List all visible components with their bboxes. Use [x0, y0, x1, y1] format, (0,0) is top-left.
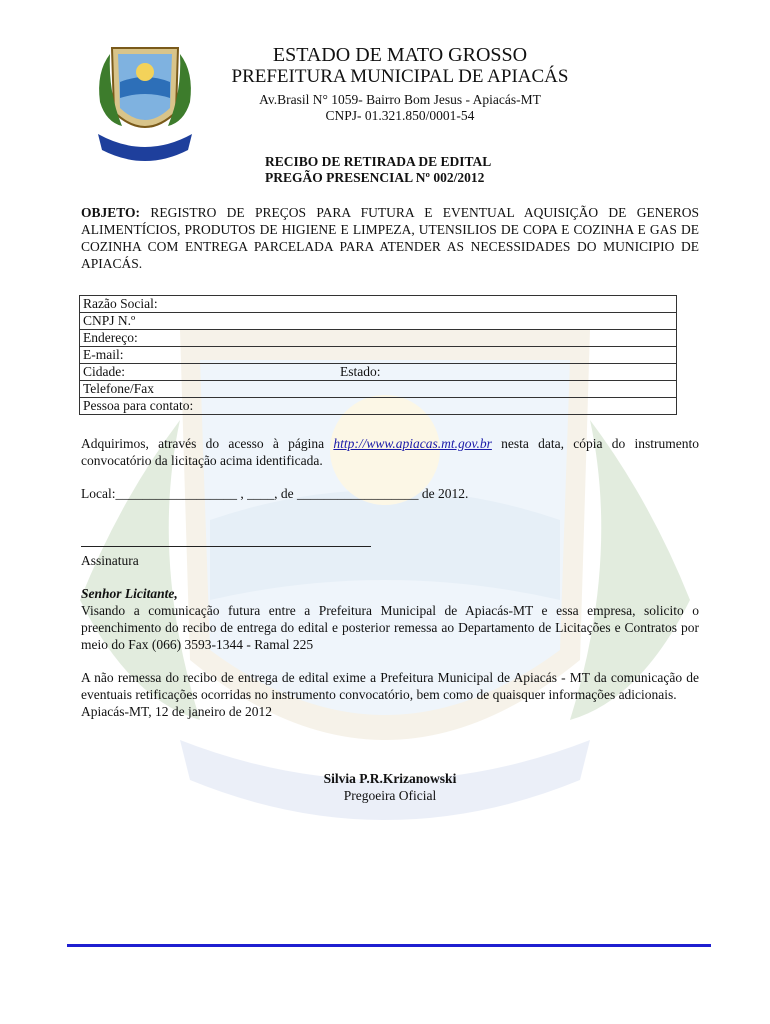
company-form-table	[79, 295, 677, 415]
objeto-label: OBJETO:	[81, 205, 141, 220]
notice-paragraph	[81, 669, 699, 720]
field-contato[interactable]: Pessoa para contato:	[80, 398, 677, 415]
website-link[interactable]: http://www.apiacas.mt.gov.br	[333, 436, 492, 451]
field-razao-social[interactable]: Razão Social:	[80, 296, 677, 313]
field-estado-label: Estado:	[340, 364, 381, 379]
document-title	[265, 154, 491, 186]
title-line-2: PREGÃO PRESENCIAL Nº 002/2012	[265, 170, 485, 185]
objeto-text: REGISTRO DE PREÇOS PARA FUTURA E EVENTUAL AQUISIÇÃO DE GENEROS ALIMENTÍCIOS, PRODUTOS DE HIGIENE E LIMPEZA, UTENSILIOS DE COPA E COZINHA E GAS DE COZINHA COM ENTREGA PARCELADA PARA ATENDER AS NECESSIDADES DO MUNICIPIO DE APIACÁS.	[81, 205, 699, 271]
signature-line	[81, 546, 371, 547]
date-line: Apiacás-MT, 12 de janeiro de 2012	[81, 704, 272, 719]
acquisition-paragraph	[81, 435, 699, 469]
field-cidade-label: Cidade:	[83, 364, 125, 379]
signer-role: Pregoeira Oficial	[343, 788, 437, 803]
field-telefone[interactable]: Telefone/Fax	[80, 381, 677, 398]
title-line-1: RECIBO DE RETIRADA DE EDITAL	[265, 154, 492, 169]
objeto-paragraph	[81, 204, 699, 272]
signer-name: Silvia P.R.Krizanowski	[323, 771, 457, 786]
coat-of-arms-icon	[92, 42, 198, 170]
cnpj: CNPJ- 01.321.850/0001-54	[325, 108, 475, 123]
prefeitura-name: PREFEITURA MUNICIPAL DE APIACÁS	[231, 66, 569, 87]
field-endereco[interactable]: Endereço:	[80, 330, 677, 347]
field-cidade-estado[interactable]	[80, 364, 677, 381]
address: Av.Brasil N° 1059- Bairro Bom Jesus - Apiacás-MT	[259, 92, 541, 107]
salutation: Senhor Licitante,	[81, 586, 178, 601]
field-email[interactable]: E-mail:	[80, 347, 677, 364]
signature-label: Assinatura	[81, 553, 139, 568]
letterhead	[200, 44, 600, 124]
footer-rule	[67, 944, 711, 947]
acq-text-before: Adquirimos, através do acesso à página	[81, 436, 334, 451]
local-date-line: Local:__________________ , ____, de __________________ de 2012.	[81, 486, 469, 501]
field-cnpj[interactable]: CNPJ N.º	[80, 313, 677, 330]
state-name: ESTADO DE MATO GROSSO	[272, 44, 528, 66]
acq-text-after: nesta data, cópia do instrumento convocatório da licitação acima identificada.	[81, 436, 700, 468]
instruction-paragraph: Visando a comunicação futura entre a Prefeitura Municipal de Apiacás-MT e essa empresa, solicito o preenchimento do recibo de entrega do edital e posterior remessa ao Departamento de Licitações e Contratos por meio do Fax (066) 3593-1344 - Ramal 225	[81, 603, 699, 652]
signer-block	[200, 770, 580, 804]
notice-text: A não remessa do recibo de entrega de edital exime a Prefeitura Municipal de Apiacás - MT da comunicação de eventuais retificações ocorridas no instrumento convocatório, bem como de quaisquer informações adicionais.	[81, 670, 699, 702]
